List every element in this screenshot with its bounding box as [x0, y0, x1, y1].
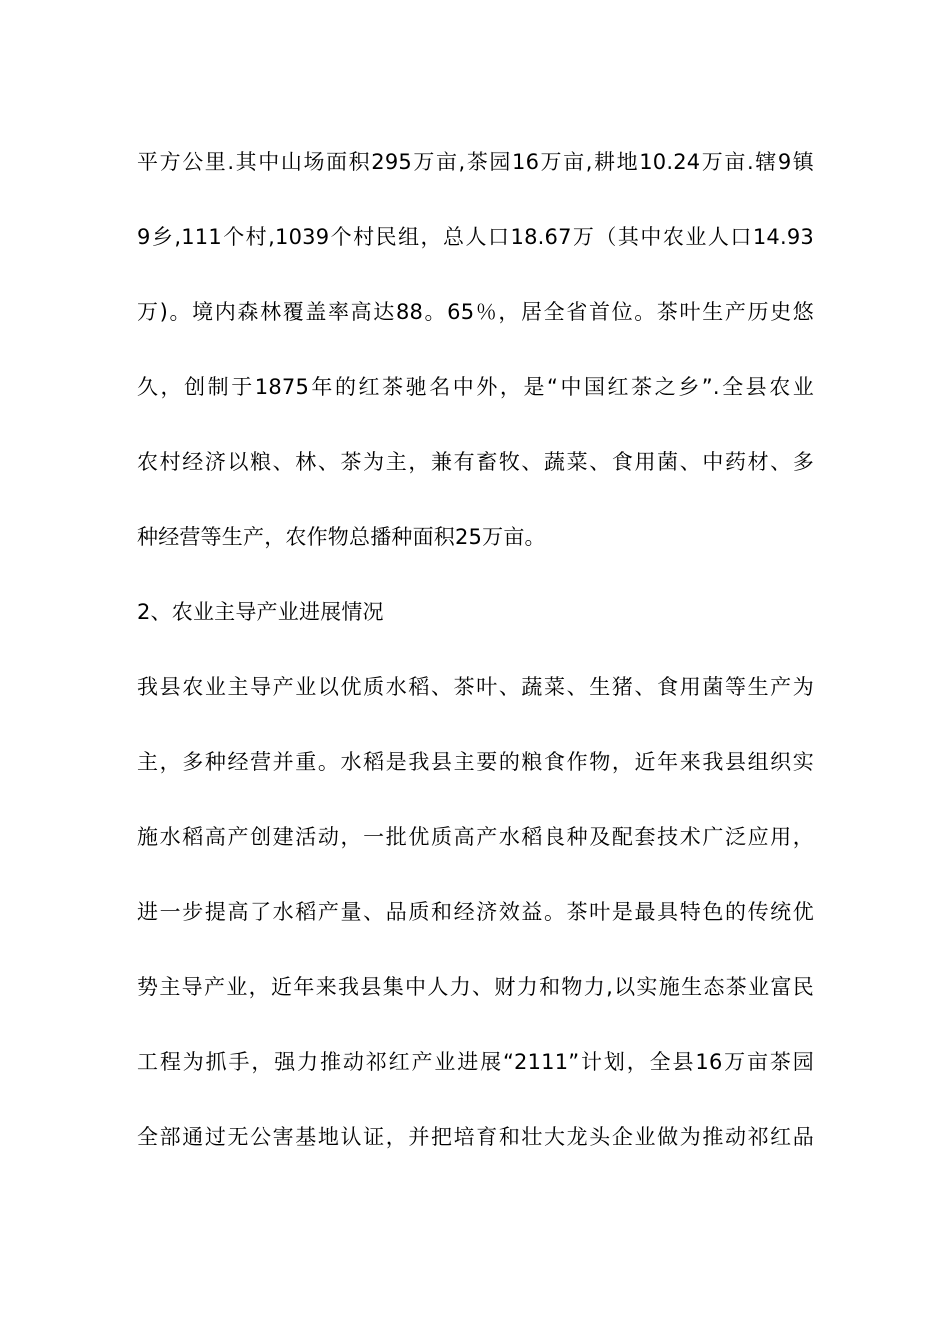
paragraph-line: 主，多种经营并重。水稻是我县主要的粮食作物，近年来我县组织实 [137, 750, 814, 774]
paragraph-line: 全部通过无公害基地认证，并把培育和壮大龙头企业做为推动祁红品 [137, 1125, 814, 1149]
paragraph-line: 9乡,111个村,1039个村民组，总人口18.67万（其中农业人口14.93 [137, 225, 814, 249]
paragraph-line: 我县农业主导产业以优质水稻、茶叶、蔬菜、生猪、食用菌等生产为 [137, 675, 814, 699]
paragraph-line: 万)。境内森林覆盖率高达88。65％，居全省首位。茶叶生产历史悠 [137, 300, 814, 324]
section-heading: 2、农业主导产业进展情况 [137, 600, 384, 624]
paragraph-line: 久，创制于1875年的红茶驰名中外，是“中国红茶之乡”.全县农业 [137, 375, 814, 399]
paragraph-line: 进一步提高了水稻产量、品质和经济效益。茶叶是最具特色的传统优 [137, 900, 814, 924]
paragraph-line: 种经营等生产，农作物总播种面积25万亩。 [137, 525, 546, 549]
paragraph-line: 平方公里.其中山场面积295万亩,茶园16万亩,耕地10.24万亩.辖9镇 [137, 150, 814, 174]
paragraph-line: 农村经济以粮、林、茶为主，兼有畜牧、蔬菜、食用菌、中药材、多 [137, 450, 814, 474]
paragraph-line: 工程为抓手，强力推动祁红产业进展“2111”计划，全县16万亩茶园 [137, 1050, 814, 1074]
paragraph-line: 势主导产业，近年来我县集中人力、财力和物力,以实施生态茶业富民 [137, 975, 814, 999]
paragraph-line: 施水稻高产创建活动，一批优质高产水稻良种及配套技术广泛应用， [137, 825, 814, 849]
